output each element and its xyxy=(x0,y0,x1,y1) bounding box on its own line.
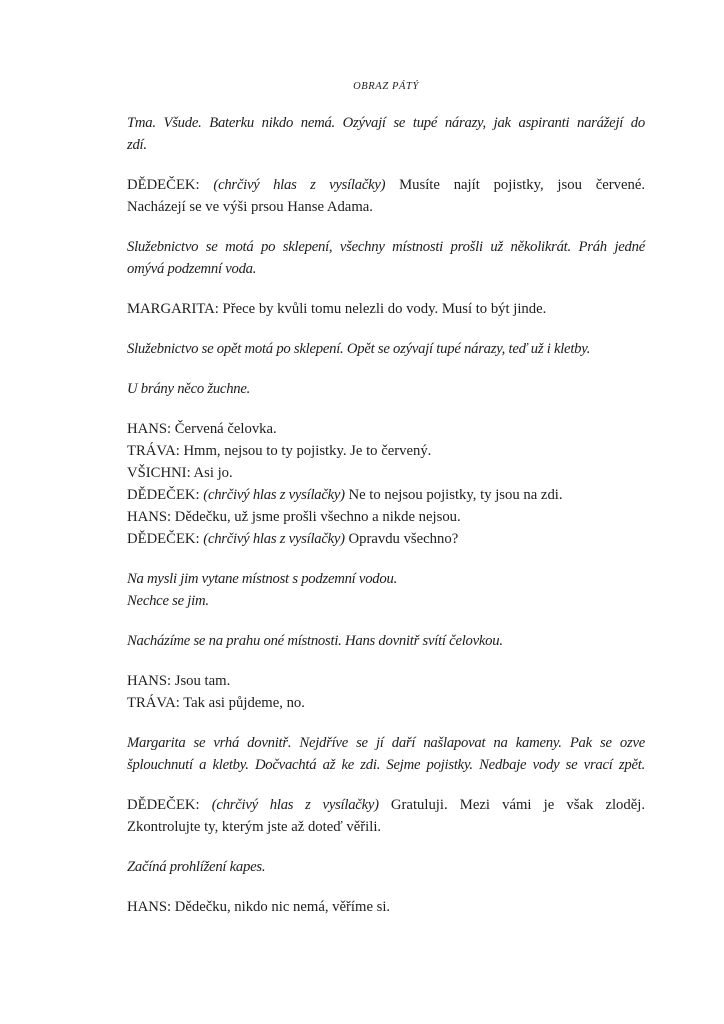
stage-direction-thought xyxy=(127,568,645,612)
stage-line: omývá podzemní voda. xyxy=(127,261,257,277)
parenthetical: (chrčivý hlas z vysílačky) xyxy=(211,797,379,813)
stage-line: Začíná prohlížení kapes. xyxy=(127,859,266,875)
dialogue-text: Dědečku, už jsme prošli všechno a nikde nejsou. xyxy=(174,509,461,525)
dialogue-line xyxy=(127,670,645,692)
dialogue-line xyxy=(127,418,645,440)
speaker-name: HANS: xyxy=(127,421,172,437)
dialogue-margarita xyxy=(127,298,645,320)
speaker-name: HANS: xyxy=(127,673,172,689)
stage-direction-threshold xyxy=(127,630,645,652)
stage-line: zdí. xyxy=(127,137,147,153)
parenthetical: (chrčivý hlas z vysílačky) xyxy=(213,177,386,193)
dialogue-hans-final xyxy=(127,896,645,918)
dialogue-line xyxy=(127,506,645,528)
stage-direction-gate xyxy=(127,378,645,400)
stage-line: U brány něco žuchne. xyxy=(127,381,251,397)
dialogue-line xyxy=(127,692,645,714)
stage-direction-margarita xyxy=(127,732,645,776)
dialogue-text: Tak asi půjdeme, no. xyxy=(183,695,305,711)
speaker-name: DĚDEČEK: xyxy=(127,797,200,813)
dialogue-dedecek-2 xyxy=(127,794,645,838)
speaker-name: TRÁVA: xyxy=(127,695,180,711)
speaker-name: DĚDEČEK: xyxy=(127,177,200,193)
stage-line: Na mysli jim vytane místnost s podzemní vodou. xyxy=(127,571,397,587)
dialogue-line: Zkontrolujte ty, kterým jste až doteď věřili. xyxy=(127,819,382,835)
speaker-name: HANS: xyxy=(127,509,172,525)
speaker-name: DĚDEČEK: xyxy=(127,531,200,547)
dialogue-text: Opravdu všechno? xyxy=(348,531,459,547)
dialogue-text: Jsou tam. xyxy=(174,673,231,689)
speaker-name: MARGARITA: xyxy=(127,301,219,317)
stage-line: Služebnictvo se opět motá po sklepení. Opět se ozývají tupé nárazy, teď už i kletby. xyxy=(127,341,591,357)
stage-line: Margarita se vrhá dovnitř. Nejdříve se jí daří našlapovat na kameny. Pak se ozve xyxy=(127,735,645,751)
dialogue-line xyxy=(127,528,645,550)
speaker-name: TRÁVA: xyxy=(127,443,180,459)
dialogue-text: Gratuluji. Mezi vámi je však zloděj. xyxy=(390,797,646,813)
stage-line: šplouchnutí a kletby. Dočvachtá až ke zdi. Sejme pojistky. Nedbaje vody se vrací zpět. xyxy=(127,757,645,773)
dialogue-text: Ne to nejsou pojistky, ty jsou na zdi. xyxy=(348,487,563,503)
scene-heading: OBRAZ PÁTÝ xyxy=(353,81,419,92)
dialogue-line xyxy=(127,462,645,484)
stage-line: Služebnictvo se motá po sklepení, všechny místnosti prošli už několikrát. Práh jedné xyxy=(127,239,645,255)
dialogue-line xyxy=(127,794,645,816)
dialogue-line xyxy=(127,896,645,918)
stage-line: Tma. Všude. Baterku nikdo nemá. Ozývají se tupé nárazy, jak aspiranti narážejí do xyxy=(127,115,645,131)
dialogue-text: Přece by kvůli tomu nelezli do vody. Musí to být jinde. xyxy=(222,301,547,317)
dialogue-line xyxy=(127,484,645,506)
stage-direction-opening xyxy=(127,112,645,156)
dialogue-line xyxy=(127,298,645,320)
parenthetical: (chrčivý hlas z vysílačky) xyxy=(203,487,345,503)
parenthetical: (chrčivý hlas z vysílačky) xyxy=(203,531,345,547)
dialogue-exchange-2 xyxy=(127,670,645,714)
speaker-name: HANS: xyxy=(127,899,172,915)
dialogue-text: Hmm, nejsou to ty pojistky. Je to červený. xyxy=(183,443,432,459)
stage-line: Nacházíme se na prahu oné místnosti. Hans dovnitř svítí čelovkou. xyxy=(127,633,503,649)
dialogue-exchange-1 xyxy=(127,418,645,550)
dialogue-line xyxy=(127,174,645,196)
stage-direction-cellar-1 xyxy=(127,236,645,280)
dialogue-text: Dědečku, nikdo nic nemá, věříme si. xyxy=(174,899,391,915)
dialogue-dedecek-1 xyxy=(127,174,645,218)
dialogue-text: Červená čelovka. xyxy=(174,421,277,437)
stage-direction-cellar-2 xyxy=(127,338,645,360)
stage-line: Nechce se jim. xyxy=(127,593,209,609)
dialogue-line: Nacházejí se ve výši prsou Hanse Adama. xyxy=(127,199,373,215)
dialogue-text: Asi jo. xyxy=(193,465,233,481)
text-block xyxy=(127,80,645,918)
dialogue-line xyxy=(127,440,645,462)
stage-direction-pockets xyxy=(127,856,645,878)
speaker-name: VŠICHNI: xyxy=(127,465,191,481)
dialogue-text: Musíte najít pojistky, jsou červené. xyxy=(399,177,646,193)
speaker-name: DĚDEČEK: xyxy=(127,487,200,503)
